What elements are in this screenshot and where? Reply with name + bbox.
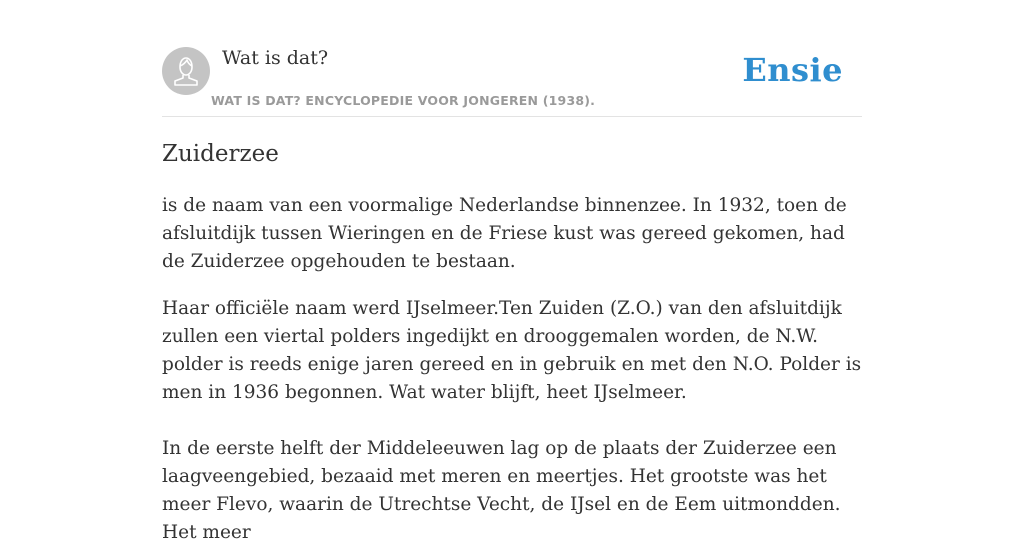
article-title: Zuiderzee — [162, 141, 279, 167]
avatar[interactable] — [162, 47, 210, 95]
source-subtitle: WAT IS DAT? ENCYCLOPEDIE VOOR JONGEREN (1938). — [211, 93, 596, 108]
source-header — [162, 46, 862, 117]
article-paragraph: is de naam van een voormalige Nederlandse binnenzee. In 1932, toen de afsluitdijk tussen Wieringen en de Friese kust was gereed gekomen, had de Zuiderzee opgehouden te bestaan. — [162, 195, 847, 272]
user-silhouette-icon — [162, 47, 210, 95]
source-title[interactable]: Wat is dat? — [222, 47, 329, 69]
article — [162, 138, 862, 547]
brand-logo[interactable]: Ensie — [742, 51, 843, 89]
article-paragraph: Haar officiële naam werd IJselmeer.Ten Zuiden (Z.O.) van den afsluitdijk zullen een viertal polders ingedijkt en drooggemalen worden, de N.W. polder is reeds enige jaren gereed en in gebruik en met den N.O. Polder is men in 1936 begonnen. Wat water blijft, heet IJselmeer. — [162, 298, 862, 403]
article-paragraph: In de eerste helft der Middeleeuwen lag op de plaats der Zuiderzee een laagveengebied, bezaaid met meren en meertjes. Het grootste was het meer Flevo, waarin de Utrechtse Vecht, de IJsel en de Eem uitmondden. Het meer — [162, 438, 841, 543]
